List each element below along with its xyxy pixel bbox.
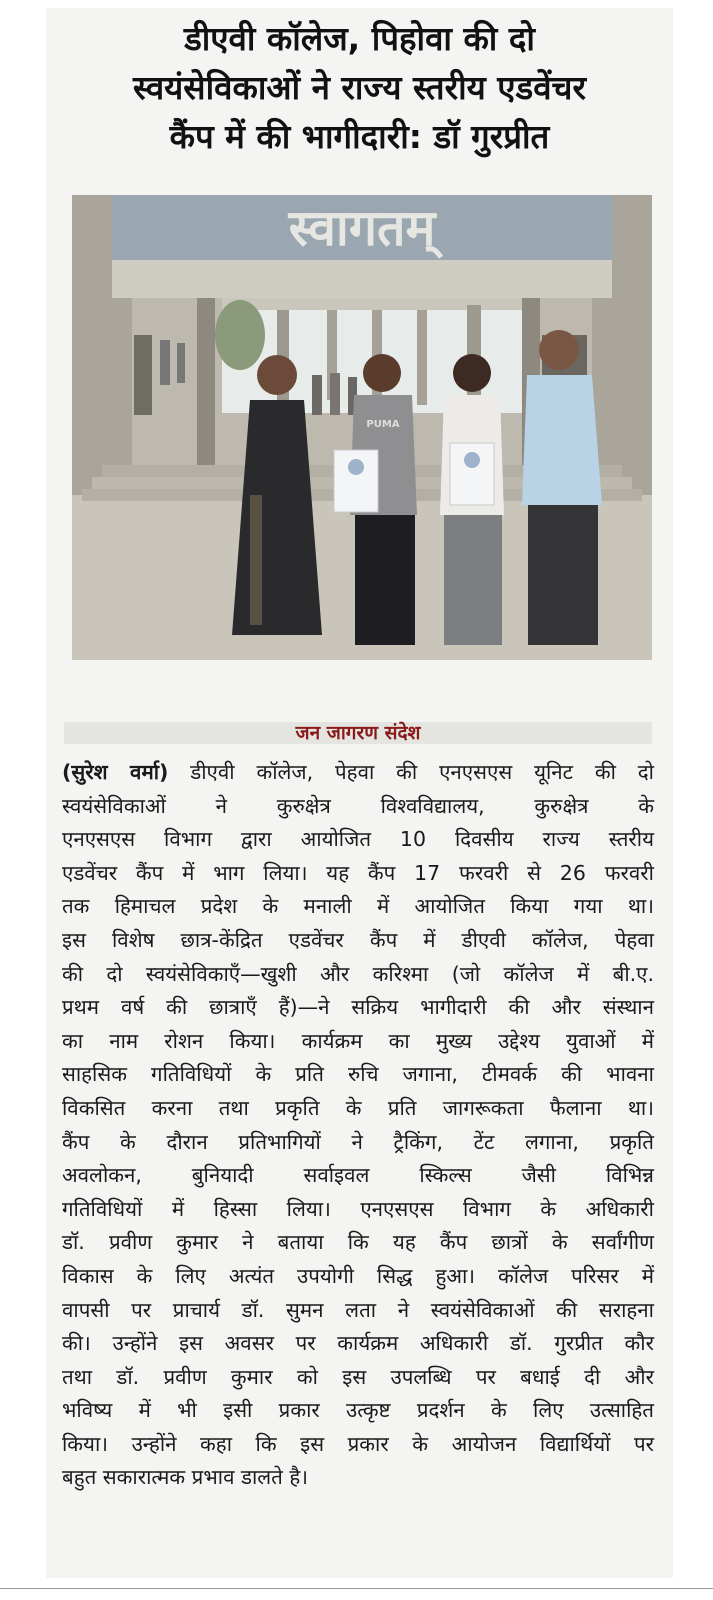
headline-line-2: स्वयंसेविकाओं ने राज्य स्तरीय एडवेंचर	[132, 68, 586, 107]
headline	[54, 14, 665, 161]
byline-bar	[64, 722, 652, 744]
article-line: की। उन्होंने इस अवसर पर कार्यक्रम अधिकारी डॉ. गुरप्रीत कौर	[62, 1331, 654, 1356]
byline: जन जागरण संदेश	[295, 722, 421, 744]
article-line: भविष्य में भी इसी प्रकार उत्कृष्ट प्रदर्शन के लिए उत्साहित	[62, 1398, 654, 1423]
article-line: कैंप के दौरान प्रतिभागियों ने ट्रैकिंग, टेंट लगाना, प्रकृति	[62, 1129, 654, 1154]
article-line: किया। उन्होंने कहा कि इस प्रकार के आयोजन विद्यार्थियों पर	[62, 1431, 654, 1456]
article-line: विकास के लिए अत्यंत उपयोगी सिद्ध हुआ। कॉलेज परिसर में	[62, 1263, 654, 1288]
headline-line-3: कैंप में की भागीदारी: डॉ गुरप्रीत	[169, 117, 550, 156]
article-line: एनएसएस विभाग द्वारा आयोजित 10 दिवसीय राज्य स्तरीय	[62, 827, 654, 852]
photo-illustration	[72, 195, 652, 660]
person-student-2	[440, 354, 504, 645]
article-line: स्वयंसेविकाओं ने कुरुक्षेत्र विश्वविद्यालय, कुरुक्षेत्र के	[62, 793, 654, 818]
article-line: साहसिक गतिविधियों के प्रति रुचि जगाना, टीमवर्क की भावना	[62, 1062, 654, 1087]
article-line: डॉ. प्रवीण कुमार ने बताया कि यह कैंप छात्रों के सर्वांगीण	[62, 1230, 654, 1255]
article-line: विकसित करना तथा प्रकृति के प्रति जागरूकता फैलाना था।	[62, 1095, 654, 1120]
article-line: का नाम रोशन किया। कार्यक्रम का मुख्य उद्देश्य युवाओं में	[62, 1028, 654, 1053]
article-line: अवलोकन, बुनियादी सर्वाइवल स्किल्स जैसी विभिन्न	[62, 1163, 654, 1188]
puma-shirt-text: PUMA	[366, 419, 400, 430]
article-line: एडवेंचर कैंप में भाग लिया। यह कैंप 17 फरवरी से 26 फरवरी	[62, 860, 654, 885]
article-line: (सुरेश वर्मा) डीएवी कॉलेज, पेहवा की एनएसएस यूनिट की दो	[62, 760, 654, 784]
article-line: प्रथम वर्ष की छात्राएँ हैं)—ने सक्रिय भागीदारी की और संस्थान	[62, 995, 654, 1020]
welcome-banner-text: स्वागतम्	[288, 199, 436, 257]
article-line: तथा डॉ. प्रवीण कुमार को इस उपलब्धि पर बधाई दी और	[62, 1364, 654, 1389]
article-line: गतिविधियों में हिस्सा लिया। एनएसएस विभाग के अधिकारी	[62, 1196, 654, 1221]
article-line: तक हिमाचल प्रदेश के मनाली में आयोजित किया गया था।	[62, 894, 654, 919]
article-line: की दो स्वयंसेविकाएँ—खुशी और करिश्मा (जो कॉलेज में बी.ए.	[62, 961, 654, 986]
page-bottom-rule	[0, 1588, 713, 1589]
article-line: बहुत सकारात्मक प्रभाव डालते है।	[62, 1465, 309, 1490]
article-body	[62, 756, 654, 1495]
headline-line-1: डीएवी कॉलेज, पिहोवा की दो	[184, 19, 535, 58]
news-clipping	[46, 8, 673, 1578]
person-faculty-man	[522, 330, 602, 645]
article-line: इस विशेष छात्र-केंद्रित एडवेंचर कैंप में डीएवी कॉलेज, पेहवा	[62, 927, 654, 952]
reporter-name: (सुरेश वर्मा)	[62, 760, 169, 784]
news-photo	[72, 195, 652, 660]
article-line: वापसी पर प्राचार्य डॉ. सुमन लता ने स्वयंसेविकाओं की सराहना	[62, 1297, 654, 1322]
